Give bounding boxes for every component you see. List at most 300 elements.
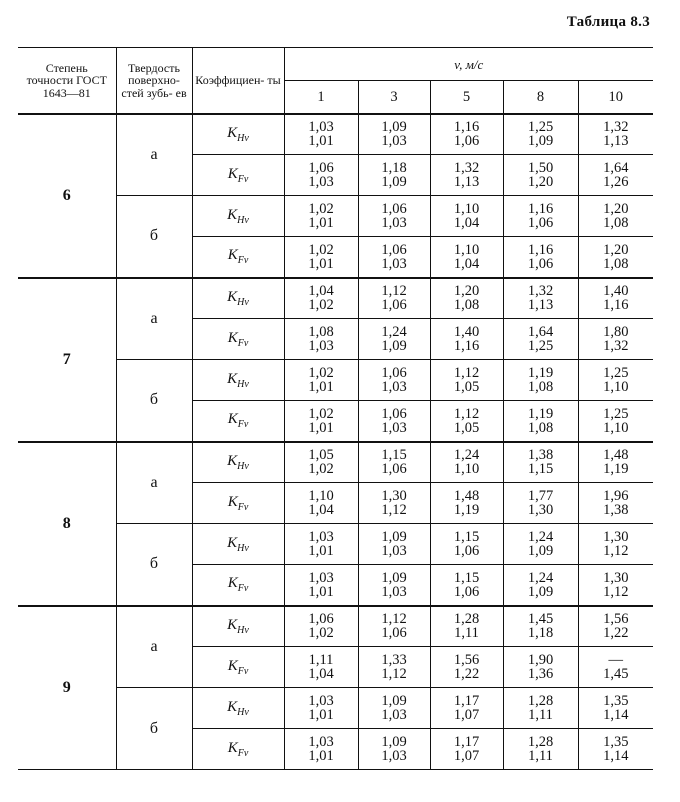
value-lower: 1,12 xyxy=(381,502,407,518)
value-cell xyxy=(284,606,358,647)
coefficient-cell xyxy=(192,524,284,565)
speed-header-10: 10 xyxy=(578,81,653,114)
coefficient-subscript: Hv xyxy=(237,132,249,144)
value-cell xyxy=(284,155,358,196)
value-cell xyxy=(358,319,430,360)
value-cell xyxy=(503,565,578,606)
header-degree: Степень точности ГОСТ 1643—81 xyxy=(18,48,116,114)
value-upper: 1,03 xyxy=(308,693,334,709)
header-coefficients: Коэффициен- ты xyxy=(192,48,284,114)
value-lower: 1,08 xyxy=(527,379,554,395)
value-lower: 1,05 xyxy=(453,419,480,436)
value-upper: 1,09 xyxy=(381,119,407,136)
value-upper: 1,80 xyxy=(603,324,629,340)
coefficient-symbol: K xyxy=(227,206,238,223)
value-cell xyxy=(284,360,358,401)
value-upper: 1,06 xyxy=(308,611,334,628)
value-cell xyxy=(358,565,430,606)
value-cell xyxy=(358,647,430,688)
hardness-cell: б xyxy=(116,688,192,770)
coefficient-symbol: K xyxy=(227,534,238,551)
value-upper: 1,04 xyxy=(308,283,334,300)
value-cell xyxy=(503,155,578,196)
value-lower: 1,20 xyxy=(527,174,554,190)
value-lower: 1,01 xyxy=(308,748,334,764)
value-upper: 1,24 xyxy=(381,324,407,340)
coefficient-cell xyxy=(192,606,284,647)
value-cell xyxy=(578,360,653,401)
value-cell xyxy=(578,442,653,483)
value-cell xyxy=(430,278,503,319)
value-lower: 1,06 xyxy=(453,543,480,559)
coefficient-cell xyxy=(192,401,284,442)
value-lower: 1,16 xyxy=(603,297,629,314)
value-lower: 1,08 xyxy=(527,419,554,436)
hardness-cell: а xyxy=(116,114,192,196)
value-lower: 1,06 xyxy=(381,297,407,314)
coefficient-subscript: Fv xyxy=(237,747,249,759)
table-row xyxy=(18,278,653,319)
value-upper: 1,35 xyxy=(603,693,629,709)
speed-header-5: 5 xyxy=(430,81,503,114)
hardness-cell: б xyxy=(116,196,192,278)
value-cell xyxy=(358,729,430,770)
header-hardness: Твердость поверхно- стей зубь- ев xyxy=(116,48,192,114)
value-lower: 1,11 xyxy=(528,707,553,723)
value-lower: 1,06 xyxy=(453,583,480,600)
value-lower: 1,04 xyxy=(308,666,334,682)
coefficient-subscript: Hv xyxy=(237,706,249,718)
value-upper: 1,38 xyxy=(527,447,554,464)
value-cell xyxy=(578,196,653,237)
value-lower: 1,38 xyxy=(603,502,629,518)
coefficient-symbol: K xyxy=(227,616,238,633)
table-header xyxy=(18,48,653,114)
value-upper: 1,11 xyxy=(308,652,334,668)
value-cell xyxy=(358,483,430,524)
table-row xyxy=(18,606,653,647)
value-lower: 1,09 xyxy=(381,174,407,190)
value-cell xyxy=(358,237,430,278)
value-upper: 1,12 xyxy=(381,611,407,628)
value-upper: 1,24 xyxy=(527,569,554,586)
value-upper: 1,24 xyxy=(453,447,480,464)
value-cell xyxy=(578,114,653,155)
value-cell xyxy=(503,278,578,319)
value-upper: 1,50 xyxy=(527,160,554,176)
value-upper: 1,12 xyxy=(453,365,480,381)
value-lower: 1,01 xyxy=(308,419,334,436)
value-cell xyxy=(430,647,503,688)
value-cell xyxy=(284,442,358,483)
coefficient-symbol: K xyxy=(227,657,238,674)
value-lower: 1,05 xyxy=(453,379,480,395)
table-caption: Таблица 8.3 xyxy=(566,14,650,30)
value-lower: 1,36 xyxy=(527,666,554,682)
coefficient-cell xyxy=(192,442,284,483)
coefficient-cell xyxy=(192,155,284,196)
value-lower: 1,03 xyxy=(381,707,407,723)
value-lower: 1,07 xyxy=(453,707,480,723)
value-lower: 1,02 xyxy=(308,461,334,478)
speed-header-3: 3 xyxy=(358,81,430,114)
value-lower: 1,32 xyxy=(603,338,629,354)
value-lower: 1,19 xyxy=(453,502,480,518)
coefficient-cell xyxy=(192,565,284,606)
coefficient-subscript: Fv xyxy=(237,337,249,349)
value-lower: 1,22 xyxy=(603,625,629,642)
value-lower: 1,09 xyxy=(381,338,407,354)
value-upper: 1,56 xyxy=(453,652,480,668)
value-upper: 1,20 xyxy=(603,201,629,217)
value-cell xyxy=(578,155,653,196)
value-cell xyxy=(430,155,503,196)
value-lower: 1,03 xyxy=(308,338,334,354)
value-upper: 1,45 xyxy=(527,611,554,628)
value-cell xyxy=(284,483,358,524)
value-cell xyxy=(284,278,358,319)
coefficient-cell xyxy=(192,688,284,729)
value-upper: 1,77 xyxy=(527,488,554,504)
coefficient-symbol: K xyxy=(227,124,238,141)
value-cell xyxy=(430,606,503,647)
value-cell xyxy=(503,401,578,442)
value-upper: 1,56 xyxy=(603,611,629,628)
value-cell xyxy=(503,647,578,688)
coefficient-symbol: K xyxy=(227,288,238,305)
value-cell xyxy=(358,606,430,647)
speed-header-1: 1 xyxy=(284,81,358,114)
value-upper: 1,30 xyxy=(603,569,629,586)
value-lower: 1,19 xyxy=(603,461,629,478)
value-lower: 1,18 xyxy=(527,625,554,642)
coefficient-cell xyxy=(192,237,284,278)
coefficient-symbol: K xyxy=(227,370,238,387)
value-upper: 1,64 xyxy=(527,324,554,340)
value-lower: 1,03 xyxy=(381,583,407,600)
value-cell xyxy=(284,114,358,155)
value-upper: 1,32 xyxy=(453,160,480,176)
hardness-cell: б xyxy=(116,360,192,442)
coefficients-table xyxy=(18,47,653,770)
value-upper: 1,35 xyxy=(603,734,629,750)
coefficient-symbol: K xyxy=(227,247,238,264)
value-upper: 1,09 xyxy=(381,529,407,545)
hardness-cell: а xyxy=(116,606,192,688)
value-upper: 1,02 xyxy=(308,241,334,258)
value-lower: 1,02 xyxy=(308,625,334,642)
value-upper: 1,40 xyxy=(453,324,480,340)
value-upper: 1,32 xyxy=(527,283,554,300)
header-speed: v, м/с xyxy=(284,48,653,81)
value-lower: 1,08 xyxy=(453,297,480,314)
value-upper: 1,33 xyxy=(381,652,407,668)
value-lower: 1,01 xyxy=(308,379,334,395)
value-lower: 1,15 xyxy=(527,461,554,478)
coefficient-symbol: K xyxy=(227,452,238,469)
value-cell xyxy=(430,237,503,278)
coefficient-subscript: Hv xyxy=(237,378,249,390)
value-cell xyxy=(358,155,430,196)
value-lower: 1,03 xyxy=(381,543,407,559)
value-cell xyxy=(578,278,653,319)
value-upper: 1,09 xyxy=(381,734,407,750)
value-upper: 1,25 xyxy=(603,365,629,381)
value-lower: 1,06 xyxy=(527,215,554,231)
speed-header-8: 8 xyxy=(503,81,578,114)
coefficient-symbol: K xyxy=(227,411,238,428)
coefficient-cell xyxy=(192,647,284,688)
value-cell xyxy=(430,401,503,442)
value-cell xyxy=(578,729,653,770)
value-upper: 1,03 xyxy=(308,734,334,750)
degree-cell: 9 xyxy=(18,606,116,770)
coefficient-subscript: Hv xyxy=(237,460,249,472)
value-upper: 1,06 xyxy=(381,365,407,381)
value-cell xyxy=(358,688,430,729)
value-cell xyxy=(430,360,503,401)
coefficient-cell xyxy=(192,319,284,360)
value-lower: 1,04 xyxy=(453,255,480,272)
value-cell xyxy=(430,688,503,729)
value-lower: 1,12 xyxy=(381,666,407,682)
value-cell xyxy=(578,565,653,606)
coefficient-symbol: K xyxy=(227,165,238,182)
value-upper: 1,28 xyxy=(527,693,554,709)
value-upper: 1,02 xyxy=(308,405,334,422)
value-cell xyxy=(284,647,358,688)
value-lower: 1,08 xyxy=(603,215,629,231)
value-lower: 1,22 xyxy=(453,666,480,682)
value-lower: 1,25 xyxy=(527,338,554,354)
hardness-cell: а xyxy=(116,442,192,524)
value-cell xyxy=(578,606,653,647)
coefficient-subscript: Hv xyxy=(237,214,249,226)
value-upper: 1,64 xyxy=(603,160,629,176)
value-cell xyxy=(358,196,430,237)
hardness-cell: а xyxy=(116,278,192,360)
value-lower: 1,03 xyxy=(381,379,407,395)
value-lower: 1,12 xyxy=(603,583,629,600)
value-upper: 1,20 xyxy=(603,241,629,258)
value-upper: 1,40 xyxy=(603,283,629,300)
value-upper: 1,16 xyxy=(527,241,554,258)
value-upper: 1,06 xyxy=(381,241,407,258)
value-lower: 1,09 xyxy=(527,583,554,600)
value-upper: 1,15 xyxy=(381,447,407,464)
coefficient-subscript: Hv xyxy=(237,542,249,554)
value-lower: 1,30 xyxy=(527,502,554,518)
value-lower: 1,01 xyxy=(308,543,334,559)
coefficient-subscript: Fv xyxy=(237,255,249,267)
value-lower: 1,03 xyxy=(308,174,334,190)
value-upper: 1,16 xyxy=(453,119,480,136)
value-cell xyxy=(284,524,358,565)
value-cell xyxy=(578,524,653,565)
coefficient-cell xyxy=(192,196,284,237)
value-lower: 1,13 xyxy=(453,174,480,190)
value-cell xyxy=(430,729,503,770)
value-upper: 1,20 xyxy=(453,283,480,300)
value-upper: 1,12 xyxy=(453,405,480,422)
value-lower: 1,26 xyxy=(603,174,629,190)
value-upper: 1,15 xyxy=(453,529,480,545)
value-upper: 1,12 xyxy=(381,283,407,300)
value-lower: 1,03 xyxy=(381,215,407,231)
value-upper: 1,09 xyxy=(381,693,407,709)
value-upper: 1,90 xyxy=(527,652,554,668)
value-lower: 1,03 xyxy=(381,133,407,150)
value-cell xyxy=(503,524,578,565)
coefficient-cell xyxy=(192,360,284,401)
value-upper: 1,25 xyxy=(527,119,554,136)
value-lower: 1,08 xyxy=(603,255,629,272)
value-upper: 1,28 xyxy=(527,734,554,750)
value-cell xyxy=(503,442,578,483)
value-cell xyxy=(284,565,358,606)
value-cell xyxy=(284,196,358,237)
value-cell xyxy=(430,483,503,524)
coefficient-cell xyxy=(192,114,284,155)
value-upper: 1,16 xyxy=(527,201,554,217)
value-upper: 1,10 xyxy=(308,488,334,504)
value-cell xyxy=(503,729,578,770)
value-lower: 1,10 xyxy=(603,419,629,436)
coefficient-symbol: K xyxy=(227,698,238,715)
table-body xyxy=(18,114,653,770)
value-upper: 1,30 xyxy=(603,529,629,545)
value-cell xyxy=(503,237,578,278)
value-cell xyxy=(578,647,653,688)
value-lower: 1,09 xyxy=(527,543,554,559)
value-upper: 1,17 xyxy=(453,693,480,709)
value-lower: 1,10 xyxy=(453,461,480,478)
table-row xyxy=(18,114,653,155)
value-upper: 1,25 xyxy=(603,405,629,422)
value-upper: 1,17 xyxy=(453,734,480,750)
value-lower: 1,03 xyxy=(381,419,407,436)
value-upper: 1,96 xyxy=(603,488,629,504)
value-lower: 1,01 xyxy=(308,215,334,231)
value-cell xyxy=(578,319,653,360)
value-lower: 1,13 xyxy=(527,297,554,314)
coefficient-symbol: K xyxy=(227,739,238,756)
value-cell xyxy=(358,442,430,483)
value-cell xyxy=(503,319,578,360)
value-upper: 1,32 xyxy=(603,119,629,136)
value-cell xyxy=(503,606,578,647)
value-lower: 1,01 xyxy=(308,707,334,723)
value-upper: 1,30 xyxy=(381,488,407,504)
value-upper: 1,18 xyxy=(381,160,407,176)
value-cell xyxy=(503,483,578,524)
value-cell xyxy=(358,401,430,442)
value-cell xyxy=(284,401,358,442)
value-cell xyxy=(503,688,578,729)
value-cell xyxy=(578,401,653,442)
value-lower: 1,09 xyxy=(527,133,554,150)
value-cell xyxy=(503,360,578,401)
value-cell xyxy=(578,483,653,524)
coefficient-cell xyxy=(192,729,284,770)
degree-cell: 7 xyxy=(18,278,116,442)
value-upper: 1,06 xyxy=(381,405,407,422)
value-upper: 1,10 xyxy=(453,201,480,217)
value-lower: 1,02 xyxy=(308,297,334,314)
value-lower: 1,10 xyxy=(603,379,629,395)
value-lower: 1,03 xyxy=(381,255,407,272)
value-lower: 1,04 xyxy=(453,215,480,231)
value-upper: 1,48 xyxy=(453,488,480,504)
value-cell xyxy=(358,278,430,319)
coefficient-subscript: Fv xyxy=(237,501,249,513)
value-lower: 1,01 xyxy=(308,583,334,600)
coefficient-subscript: Fv xyxy=(237,419,249,431)
value-lower: 1,01 xyxy=(308,133,334,150)
value-cell xyxy=(358,360,430,401)
coefficient-symbol: K xyxy=(227,575,238,592)
value-cell xyxy=(284,688,358,729)
value-lower: 1,06 xyxy=(381,625,407,642)
value-upper: 1,24 xyxy=(527,529,554,545)
coefficient-cell xyxy=(192,483,284,524)
coefficient-subscript: Fv xyxy=(237,583,249,595)
degree-cell: 8 xyxy=(18,442,116,606)
hardness-cell: б xyxy=(116,524,192,606)
value-lower: 1,04 xyxy=(308,502,334,518)
value-upper: 1,15 xyxy=(453,569,480,586)
value-cell xyxy=(284,729,358,770)
value-upper: 1,03 xyxy=(308,529,334,545)
degree-cell: 6 xyxy=(18,114,116,278)
coefficient-cell xyxy=(192,278,284,319)
value-upper: 1,03 xyxy=(308,569,334,586)
coefficient-subscript: Hv xyxy=(237,296,249,308)
value-lower: 1,12 xyxy=(603,543,629,559)
value-cell xyxy=(430,524,503,565)
value-upper: 1,03 xyxy=(308,119,334,136)
value-lower: 1,06 xyxy=(527,255,554,272)
coefficient-subscript: Fv xyxy=(237,665,249,677)
value-lower: 1,45 xyxy=(603,666,629,682)
value-cell xyxy=(503,196,578,237)
value-cell xyxy=(503,114,578,155)
coefficient-subscript: Hv xyxy=(237,624,249,636)
value-lower: 1,14 xyxy=(603,748,629,764)
value-upper: 1,06 xyxy=(308,160,334,176)
value-lower: 1,06 xyxy=(453,133,480,150)
value-lower: 1,16 xyxy=(453,338,480,354)
value-cell xyxy=(430,319,503,360)
value-lower: 1,06 xyxy=(381,461,407,478)
value-cell xyxy=(358,524,430,565)
value-upper: 1,48 xyxy=(603,447,629,464)
value-cell xyxy=(578,237,653,278)
value-lower: 1,11 xyxy=(528,748,553,764)
value-upper: 1,02 xyxy=(308,201,334,217)
value-cell xyxy=(284,319,358,360)
value-upper: 1,10 xyxy=(453,241,480,258)
coefficient-symbol: K xyxy=(227,329,238,346)
value-lower: 1,07 xyxy=(453,748,480,764)
value-upper: 1,05 xyxy=(308,447,334,464)
value-upper: 1,28 xyxy=(453,611,480,628)
value-cell xyxy=(358,114,430,155)
value-upper: 1,19 xyxy=(527,405,554,422)
value-lower: 1,14 xyxy=(603,707,629,723)
value-cell xyxy=(430,565,503,606)
value-cell xyxy=(284,237,358,278)
